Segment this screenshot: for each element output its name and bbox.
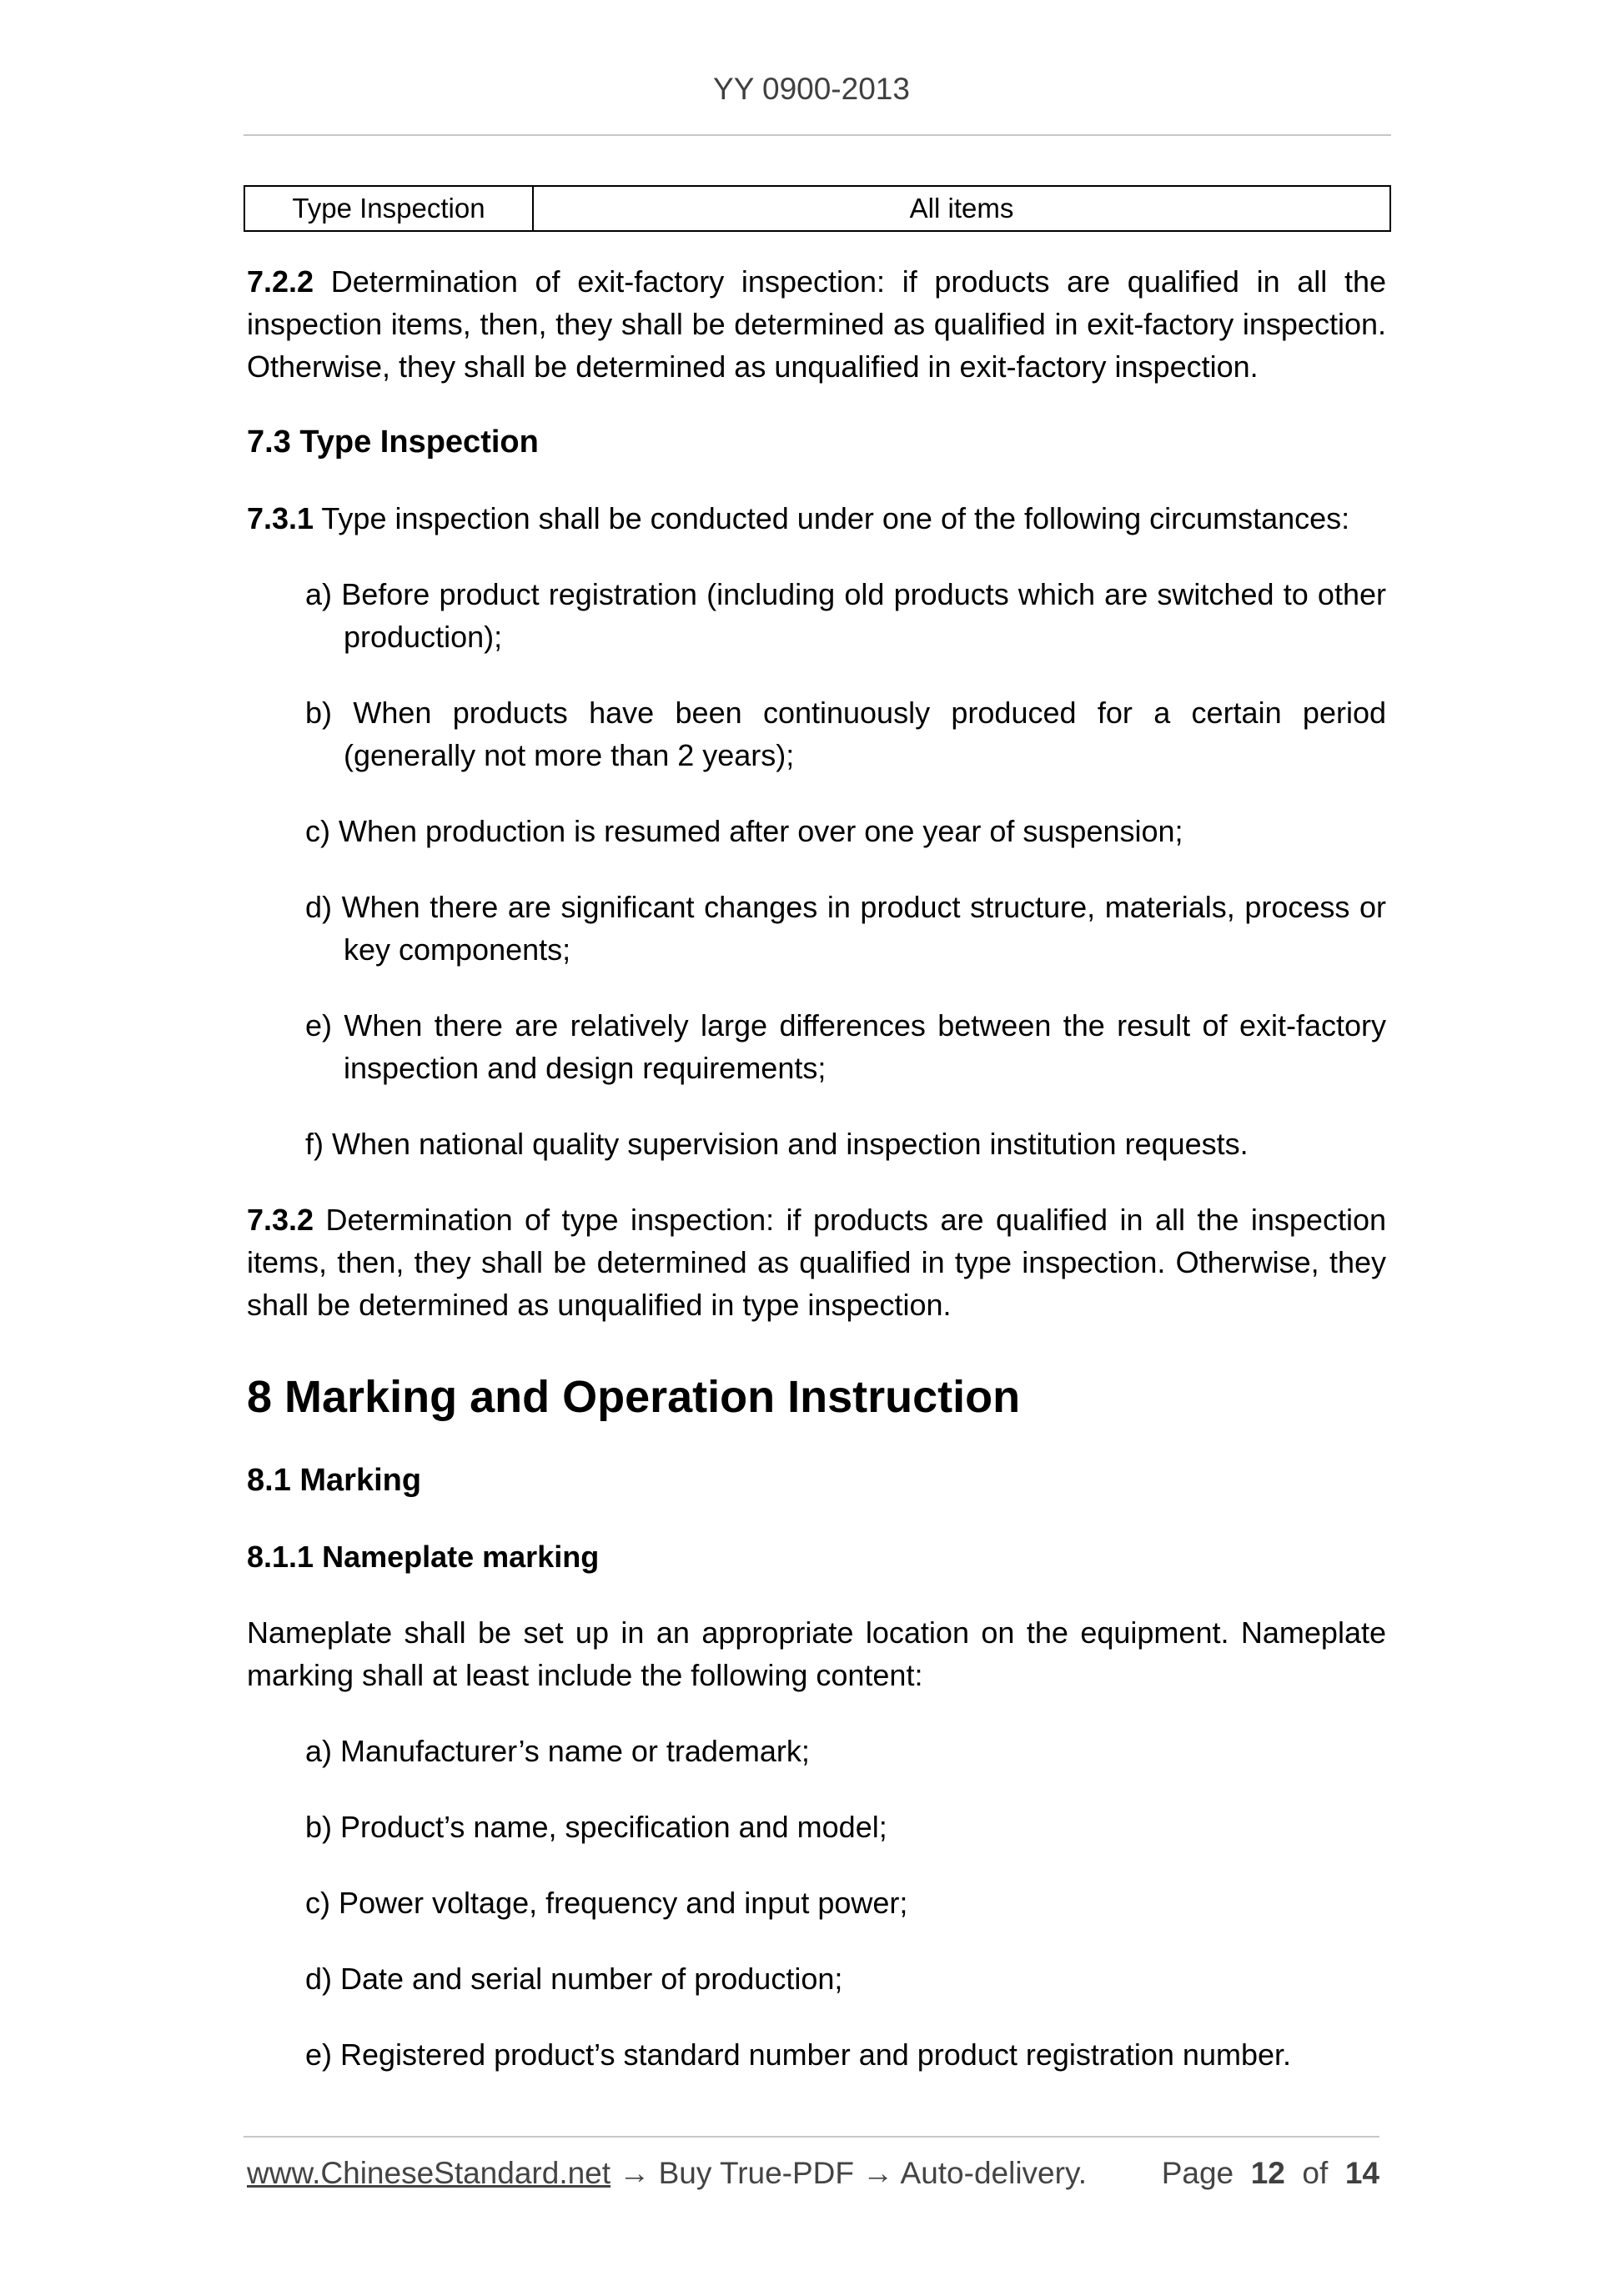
clause-7-3-1 [247, 497, 1386, 540]
heading-8-1-1: 8.1.1 Nameplate marking [247, 1540, 600, 1574]
clause-8-1-1-text: Nameplate shall be set up in an appropriate location on the equipment. Nameplate marking shall at least include the following content: [247, 1615, 1386, 1692]
clause-number: 7.3.2 [247, 1203, 314, 1237]
clause-7-2-2 [247, 260, 1386, 388]
document-body [247, 260, 1386, 2076]
clause-number: 7.3.1 [247, 501, 314, 535]
heading-7-3: 7.3 Type Inspection [247, 425, 539, 460]
document-number: YY 0900-2013 [713, 72, 910, 106]
clause-text: Type inspection shall be conducted under one of the following circumstances: [314, 501, 1350, 535]
inspection-table [244, 185, 1391, 232]
header-divider [244, 134, 1391, 136]
page-total: 14 [1344, 2156, 1379, 2190]
table-row [244, 186, 1390, 231]
promo-text: → Buy True-PDF → Auto-delivery. [611, 2156, 1087, 2190]
list-item: e) Registered product’s standard number and product registration number. [305, 2037, 1292, 2072]
website-link[interactable]: www.ChineseStandard.net [247, 2156, 611, 2190]
clause-number: 7.2.2 [247, 264, 314, 299]
page-footer [247, 2156, 1379, 2198]
page-label: Page [1161, 2156, 1234, 2190]
clause-text: Determination of exit-factory inspection: if products are qualified in all the inspection items, then, they shall be determined as qualified in exit-factory inspection. Otherwise, they shall be determined as unqualified in exit-factory inspection. [247, 264, 1386, 384]
table-cell-items: All items [533, 186, 1390, 231]
page-indicator [1162, 2156, 1379, 2191]
list-item: c) Power voltage, frequency and input power; [305, 1886, 908, 1920]
clause-text: Determination of type inspection: if products are qualified in all the inspection items, then, they shall be determined as qualified in type inspection. Otherwise, they shall be determined as unqualified in type inspection. [247, 1203, 1386, 1322]
of-label: of [1302, 2156, 1329, 2190]
clause-7-3-2 [247, 1198, 1386, 1326]
heading-8-1: 8.1 Marking [247, 1463, 422, 1498]
list-item: b) Product’s name, specification and model; [305, 1810, 887, 1844]
footer-promo [247, 2156, 1087, 2191]
page-current: 12 [1250, 2156, 1285, 2190]
list-item: a) Before product registration (including old products which are switched to other production); [305, 577, 1386, 654]
list-item: a) Manufacturer’s name or trademark; [305, 1734, 810, 1768]
list-item: f) When national quality supervision and inspection institution requests. [305, 1127, 1249, 1161]
list-item: b) When products have been continuously produced for a certain period (generally not more than 2 years); [305, 696, 1386, 772]
list-item: d) Date and serial number of production; [305, 1962, 843, 1996]
list-item: e) When there are relatively large differences between the result of exit-factory inspection and design requirements; [305, 1008, 1386, 1085]
table-cell-inspection-type: Type Inspection [244, 186, 533, 231]
list-item: d) When there are significant changes in product structure, materials, process or key components; [305, 890, 1386, 967]
list-item: c) When production is resumed after over one year of suspension; [305, 814, 1183, 848]
heading-8: 8 Marking and Operation Instruction [247, 1372, 1021, 1422]
footer-divider [244, 2136, 1379, 2138]
